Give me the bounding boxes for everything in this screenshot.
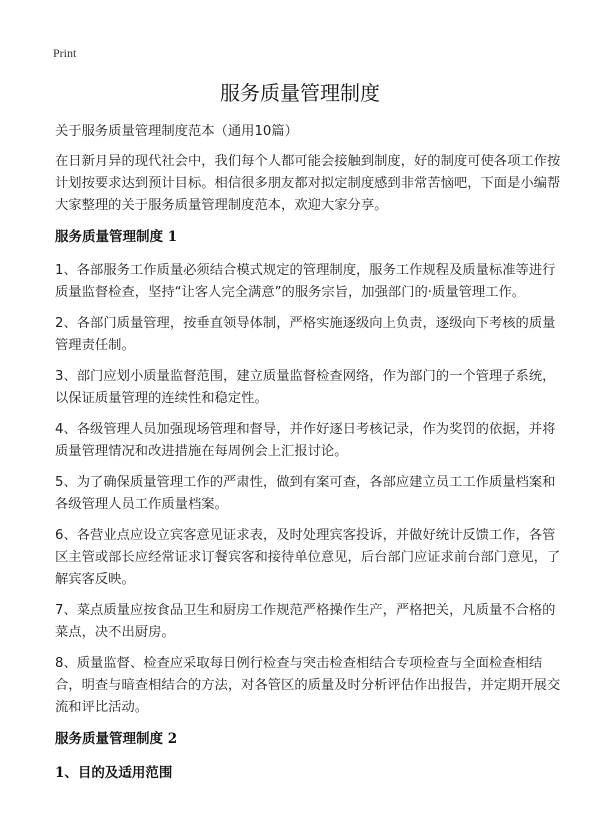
paragraph-item-5: 5、为了确保质量管理工作的严肃性，做到有案可查，各部应建立员工工作质量档案和各级管理人员工作质量档案。 <box>55 475 556 512</box>
section-subheading: 1、目的及适用范围 <box>55 765 173 781</box>
paragraph-item-4: 4、各级管理人员加强现场管理和督导，并作好逐日考核记录，作为奖罚的依据，并将质量管理情况和改进措施在每周例会上汇报讨论。 <box>55 422 556 459</box>
paragraph-item-7: 7、菜点质量应按食品卫生和厨房工作规范严格操作生产，严格把关，凡质量不合格的菜点，决不出厨房。 <box>55 603 556 640</box>
paragraph-item-2: 2、各部门质量管理，按垂直领导体制，严格实施逐级向上负责，逐级向下考核的质量管理责任制。 <box>55 316 556 353</box>
paragraph-item-6: 6、各营业点应设立宾客意见证求表，及时处理宾客投诉，并做好统计反馈工作，各管区主管或部长应经常证求订餐宾客和接待单位意见，后台部门应证求前台部门意见，了解宾客反映。 <box>55 528 561 587</box>
paragraph-item-3: 3、部门应划小质量监督范围，建立质量监督检查网络，作为部门的一个管理子系统，以保证质量管理的连续性和稳定性。 <box>55 369 556 406</box>
paragraph-item-1: 1、各部服务工作质量必须结合模式规定的管理制度，服务工作规程及质量标准等进行质量监督检查，坚持“让客人完全满意”的服务宗旨，加强部门的·质量管理工作。 <box>55 263 556 300</box>
intro-paragraph: 在日新月异的现代社会中，我们每个人都可能会接触到制度，好的制度可使各项工作按计划按要求达到预计目标。相信很多朋友都对拟定制度感到非常苦恼吧，下面是小编帮大家整理的关于服务质量管理制度范本，欢迎大家分享。 <box>55 154 561 213</box>
document-title: 服务质量管理制度 <box>220 81 380 105</box>
paragraph-item-8: 8、质量监督、检查应采取每日例行检查与突击检查相结合专项检查与全面检查相结合，明查与暗查相结合的方法，对各管区的质量及时分析评估作出报告，并定期开展交流和评比活动。 <box>55 656 561 715</box>
section-heading-2: 服务质量管理制度 2 <box>55 731 178 747</box>
document-body <box>55 121 565 796</box>
document-subtitle: 关于服务质量管理制度范本（通用10篇） <box>55 124 298 139</box>
section-heading-1: 服务质量管理制度 1 <box>55 229 178 245</box>
print-link[interactable]: Print <box>53 46 77 60</box>
